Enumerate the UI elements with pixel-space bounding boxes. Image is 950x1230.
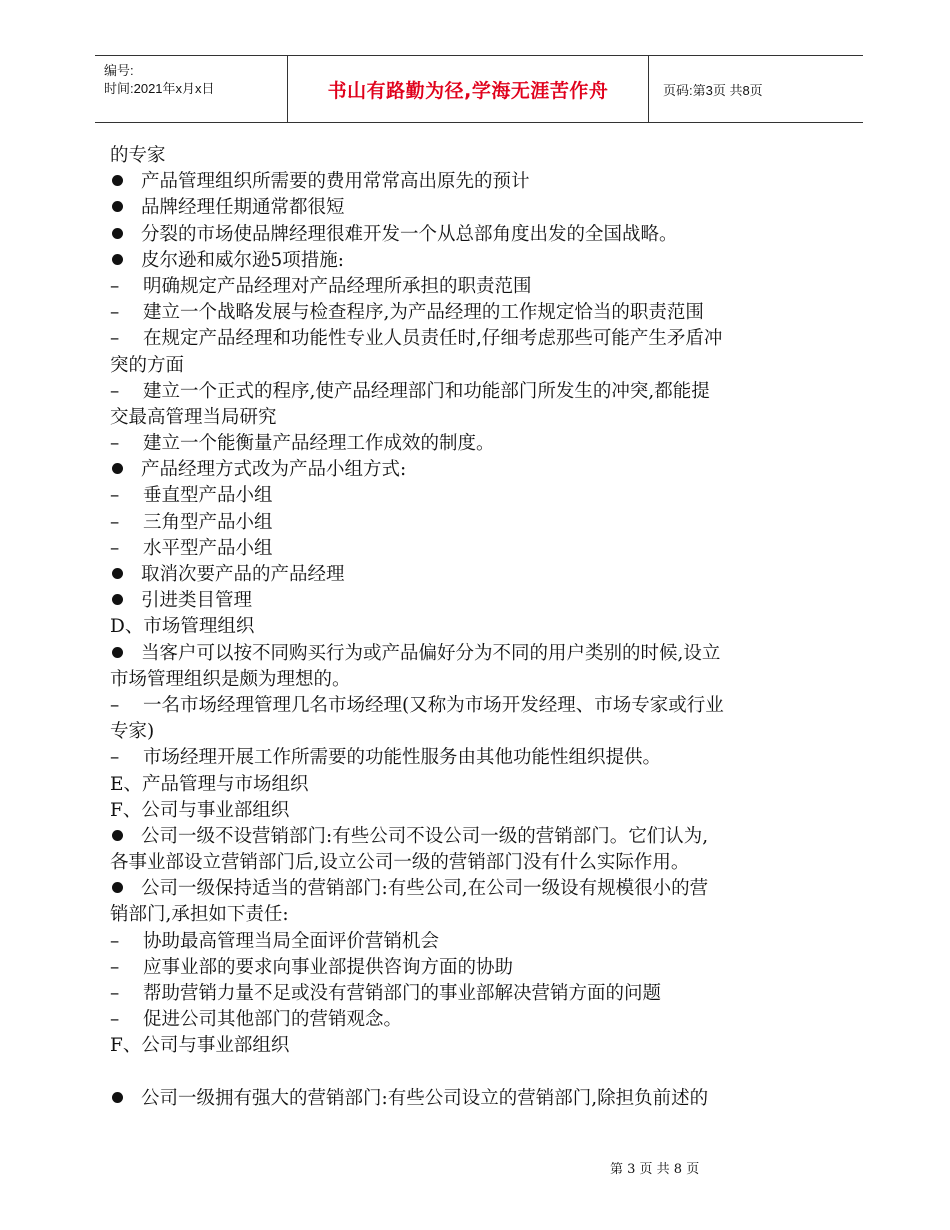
dash-item	[110, 483, 845, 509]
dash-marker-icon: –	[110, 485, 120, 507]
bullet-dot-icon	[112, 201, 123, 212]
line-text: F、公司与事业部组织	[110, 1035, 290, 1057]
bullet-item	[110, 588, 845, 614]
line-text: 市场管理组织是颇为理想的。	[110, 668, 351, 690]
dash-item	[110, 379, 845, 405]
line-text: D、市场管理组织	[110, 616, 255, 638]
text-line	[110, 772, 845, 798]
bullet-dot-icon	[112, 594, 123, 605]
line-text: 皮尔逊和威尔逊5项措施:	[141, 249, 345, 271]
line-text: 引进类目管理	[141, 590, 253, 612]
bullet-item	[110, 457, 845, 483]
dash-item	[110, 693, 845, 719]
line-text: 在规定产品经理和功能性专业人员责任时,仔细考虑那些可能产生矛盾冲	[143, 328, 723, 350]
line-text: 明确规定产品经理对产品经理所承担的职责范围	[143, 275, 532, 297]
bullet-item	[110, 169, 845, 195]
line-text: 垂直型产品小组	[143, 485, 273, 507]
line-text: 当客户可以按不同购买行为或产品偏好分为不同的用户类别的时候,设立	[141, 642, 721, 664]
line-text: 交最高管理当局研究	[110, 406, 277, 428]
dash-marker-icon: –	[110, 1009, 120, 1031]
line-text: 专家)	[110, 721, 155, 743]
page-footer: 第 3 页 共 8 页	[610, 1162, 700, 1177]
bullet-dot-icon	[112, 463, 123, 474]
header-left-cell	[95, 56, 288, 122]
line-text: 建立一个能衡量产品经理工作成效的制度。	[143, 433, 495, 455]
text-line	[110, 405, 845, 431]
dash-marker-icon: –	[110, 747, 120, 769]
line-text: 三角型产品小组	[143, 511, 273, 533]
bullet-dot-icon	[112, 882, 123, 893]
dash-item	[110, 955, 845, 981]
bullet-item	[110, 641, 845, 667]
dash-marker-icon: –	[110, 537, 120, 559]
dash-marker-icon: –	[110, 328, 120, 350]
dash-item	[110, 431, 845, 457]
dash-item	[110, 536, 845, 562]
line-text: 产品管理组织所需要的费用常常高出原先的预计	[141, 171, 530, 193]
header-page-cell	[649, 56, 863, 122]
dash-marker-icon: –	[110, 433, 120, 455]
header-page-label: 页码:第3页 共8页	[663, 82, 763, 98]
line-text: 品牌经理任期通常都很短	[141, 197, 345, 219]
bullet-item	[110, 824, 845, 850]
line-text: 的专家	[110, 145, 166, 166]
line-text: 分裂的市场使品牌经理很难开发一个从总部角度出发的全国战略。	[141, 223, 678, 245]
dash-marker-icon: –	[110, 380, 120, 402]
bullet-item	[110, 1086, 845, 1112]
line-text: 应事业部的要求向事业部提供咨询方面的协助	[143, 956, 514, 978]
line-text: 公司一级不设营销部门:有些公司不设公司一级的营销部门。它们认为,	[141, 825, 709, 847]
header-motto-cell	[288, 56, 649, 122]
dash-item	[110, 745, 845, 771]
dash-marker-icon: –	[110, 956, 120, 978]
line-text: 协助最高管理当局全面评价营销机会	[143, 930, 440, 952]
motto-text: 书山有路勤为径,学海无涯苦作舟	[327, 79, 609, 102]
text-line	[110, 353, 845, 379]
line-text: 突的方面	[110, 354, 185, 376]
line-text: 公司一级保持适当的营销部门:有些公司,在公司一级设有规模很小的营	[141, 878, 709, 900]
line-text: E、产品管理与市场组织	[110, 773, 309, 795]
bullet-dot-icon	[112, 1092, 123, 1103]
dash-item	[110, 300, 845, 326]
bullet-dot-icon	[112, 175, 123, 186]
text-line	[110, 614, 845, 640]
bullet-item	[110, 222, 845, 248]
line-text: F、公司与事业部组织	[110, 799, 290, 821]
bullet-item	[110, 195, 845, 221]
line-text: 公司一级拥有强大的营销部门:有些公司设立的营销部门,除担负前述的	[141, 1087, 709, 1109]
line-text: 产品经理方式改为产品小组方式:	[141, 459, 407, 481]
text-line	[110, 902, 845, 928]
header-table	[95, 55, 863, 123]
line-text: 水平型产品小组	[143, 537, 273, 559]
bullet-item	[110, 562, 845, 588]
dash-item	[110, 1007, 845, 1033]
dash-item	[110, 929, 845, 955]
dash-item	[110, 981, 845, 1007]
line-text: 促进公司其他部门的营销观念。	[143, 1009, 403, 1031]
bullet-item	[110, 248, 845, 274]
bullet-dot-icon	[112, 568, 123, 579]
bullet-dot-icon	[112, 830, 123, 841]
bullet-dot-icon	[112, 228, 123, 239]
line-text: 一名市场经理管理几名市场经理(又称为市场开发经理、市场专家或行业	[143, 694, 724, 716]
document-body	[110, 143, 845, 1112]
line-text: 帮助营销力量不足或没有营销部门的事业部解决营销方面的问题	[143, 983, 662, 1004]
text-line	[110, 667, 845, 693]
bullet-dot-icon	[112, 647, 123, 658]
bullet-item	[110, 876, 845, 902]
line-text: 市场经理开展工作所需要的功能性服务由其他功能性组织提供。	[143, 747, 662, 769]
bullet-dot-icon	[112, 254, 123, 265]
dash-marker-icon: –	[110, 694, 120, 716]
line-text: 各事业部设立营销部门后,设立公司一级的营销部门没有什么实际作用。	[110, 852, 690, 874]
line-text: 取消次要产品的产品经理	[141, 564, 345, 585]
dash-item	[110, 274, 845, 300]
dash-marker-icon: –	[110, 983, 120, 1004]
dash-marker-icon: –	[110, 511, 120, 533]
text-line	[110, 719, 845, 745]
dash-marker-icon: –	[110, 275, 120, 297]
line-text: 建立一个正式的程序,使产品经理部门和功能部门所发生的冲突,都能提	[143, 380, 710, 402]
line-text: 建立一个战略发展与检查程序,为产品经理的工作规定恰当的职责范围	[143, 302, 704, 324]
dash-marker-icon: –	[110, 930, 120, 952]
line-text: 销部门,承担如下责任:	[110, 904, 289, 926]
dash-item	[110, 510, 845, 536]
document-number-label: 编号:	[104, 63, 134, 78]
text-line	[110, 850, 845, 876]
dash-marker-icon: –	[110, 302, 120, 324]
blank-line	[110, 1060, 845, 1086]
text-line	[110, 1033, 845, 1059]
dash-item	[110, 326, 845, 352]
document-time-label: 时间:2021年x月x日	[104, 81, 215, 96]
text-line	[110, 143, 845, 169]
text-line	[110, 798, 845, 824]
